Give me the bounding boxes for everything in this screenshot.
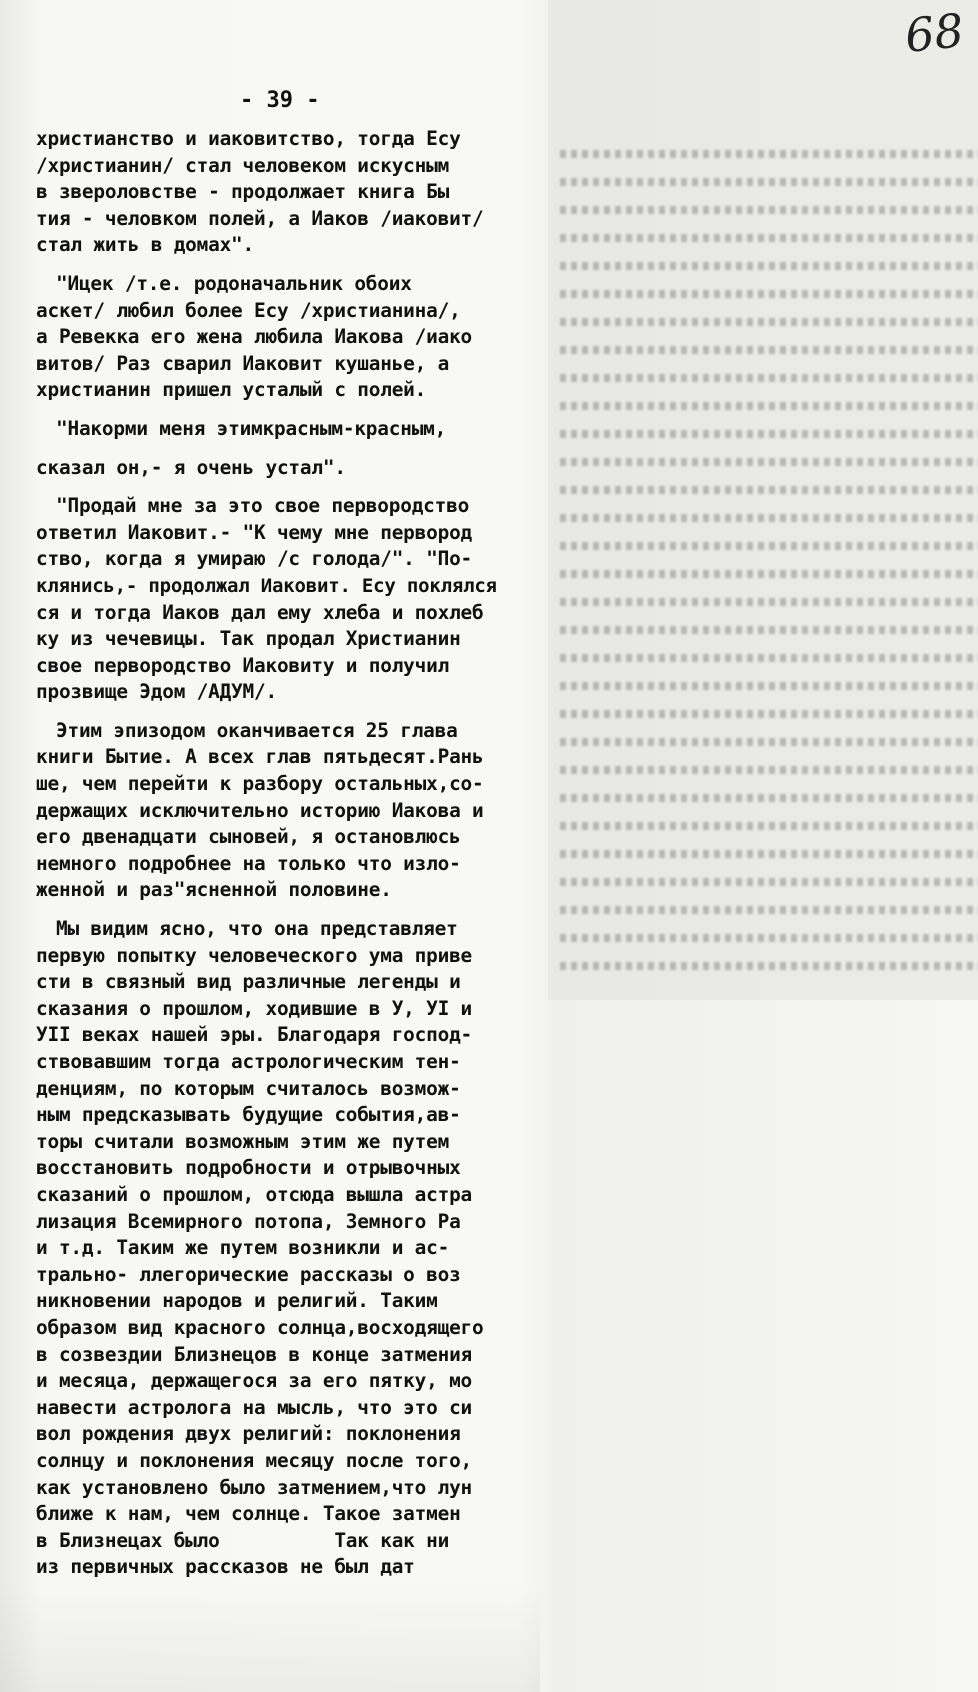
bleed-line xyxy=(560,514,978,522)
bleed-line xyxy=(560,234,978,242)
bleed-line xyxy=(560,318,978,326)
text-line: денциям, по которым считалось возмож- xyxy=(36,1076,461,1100)
text-line: ствовавшим тогда астрологическим тен- xyxy=(36,1050,461,1073)
typed-text-body xyxy=(36,126,548,1581)
text-line: аскет/ любил более Есу /христианина/, xyxy=(36,298,461,322)
bleed-line xyxy=(560,962,978,970)
text-line: немного подробнее на только что изло- xyxy=(36,851,461,875)
text-line: сказал он,- я очень устал". xyxy=(36,455,346,479)
text-line: "Продай мне за это свое первородство xyxy=(56,494,470,518)
text-line: лизация Всемирного потопа, Земного Ра xyxy=(36,1209,461,1233)
text-line: ся и тогда Иаков дал ему хлеба и похлеб xyxy=(36,600,484,624)
page-number: - 39 - xyxy=(240,88,320,113)
bleed-line xyxy=(560,934,978,942)
text-line: ство, когда я умираю /с голода/". "По- xyxy=(36,547,473,571)
text-line: держащих исключительно историю Иакова и xyxy=(36,798,484,822)
text-line: христианство и иаковитство, тогда Есу xyxy=(36,127,461,150)
bleed-line xyxy=(560,430,978,438)
text-line: его двенадцати сыновей, я остановлюсь xyxy=(36,825,461,849)
text-line: сказания о прошлом, ходившие в У, УI и xyxy=(36,996,473,1020)
folio-number: 68 xyxy=(902,3,967,63)
text-line: и месяца, держащегося за его пятку, мо xyxy=(36,1369,473,1393)
text-line: солнцу и поклонения месяцу после того, xyxy=(36,1448,473,1472)
bleed-line xyxy=(560,402,978,410)
text-line: ным предсказывать будущие события,ав- xyxy=(36,1103,461,1127)
text-line: ближе к нам, чем солнце. Такое затмен xyxy=(36,1502,461,1526)
bleed-line xyxy=(560,850,978,858)
bleed-line xyxy=(560,626,978,634)
text-line: свое первородство Иаковиту и получил xyxy=(36,653,450,677)
bleed-line xyxy=(560,346,978,354)
bleed-line xyxy=(560,290,978,298)
text-line: УII веках нашей эры. Благодаря господ- xyxy=(36,1023,473,1047)
bleed-line xyxy=(560,822,978,830)
text-line: "Ицек /т.е. родоначальник обоих xyxy=(56,271,412,295)
text-line: ку из чечевицы. Так продал Христианин xyxy=(36,627,461,651)
text-line: образом вид красного солнца,восходящего xyxy=(36,1315,484,1339)
text-line: навести астролога на мысль, что это си xyxy=(36,1395,473,1419)
text-line: сти в связный вид различные легенды и xyxy=(36,970,461,994)
bleed-line xyxy=(560,374,978,382)
text-line: сказаний о прошлом, отсюда вышла астра xyxy=(36,1182,473,1206)
bleed-line xyxy=(560,178,978,186)
text-line: никновении народов и религий. Таким xyxy=(36,1289,438,1313)
bleed-line xyxy=(560,542,978,550)
text-line: тия - человком полей, а Иаков /иаковит/ xyxy=(36,206,484,230)
text-line: ше, чем перейти к разбору остальных,со- xyxy=(36,772,484,796)
bleed-line xyxy=(560,710,978,718)
text-line: Мы видим ясно, что она представляет xyxy=(56,917,458,941)
text-line: первую попытку человеческого ума приве xyxy=(36,943,473,967)
text-line: из первичных рассказов не был дат xyxy=(36,1555,415,1579)
bleed-line xyxy=(560,906,978,914)
bleed-line xyxy=(560,738,978,746)
text-line: /христианин/ стал человеком искусным xyxy=(36,153,450,177)
bleed-line xyxy=(560,878,978,886)
bleed-line xyxy=(560,570,978,578)
text-line: прозвище Эдом /АДУМ/. xyxy=(36,680,277,704)
bleed-line xyxy=(560,262,978,270)
bleed-line xyxy=(560,486,978,494)
text-line: христианин пришел усталый с полей. xyxy=(36,378,427,402)
bleed-line xyxy=(560,766,978,774)
bleed-line xyxy=(560,794,978,802)
text-line: трально- ллегорические рассказы о воз xyxy=(36,1262,461,1286)
bleed-line xyxy=(560,150,978,158)
text-line: а Ревекка его жена любила Иакова /иако xyxy=(36,325,473,349)
text-line: торы считали возможным этим же путем xyxy=(36,1129,450,1153)
text-line: женной и раз"ясненной половине. xyxy=(36,878,392,902)
text-line: вол рождения двух религий: поклонения xyxy=(36,1422,461,1446)
text-line: "Накорми меня этимкрасным-красным, xyxy=(56,416,447,440)
bleed-line xyxy=(560,206,978,214)
page-shadow xyxy=(0,1580,540,1692)
text-line: в созвездии Близнецов в конце затмения xyxy=(36,1342,473,1366)
text-line: восстановить подробности и отрывочных xyxy=(36,1156,461,1180)
text-line: в Близнецах было Так как ни xyxy=(36,1528,450,1552)
bleed-line xyxy=(560,458,978,466)
text-line: витов/ Раз сварил Иаковит кушанье, а xyxy=(36,351,450,375)
text-line: стал жить в домах". xyxy=(36,233,255,257)
bleed-line xyxy=(560,682,978,690)
bleed-line xyxy=(560,654,978,662)
text-line: в звероловстве - продолжает книга Бы xyxy=(36,180,450,204)
text-line: клянись,- продолжал Иаковит. Есу поклялся xyxy=(36,574,497,597)
text-line: книги Бытие. А всех глав пятьдесят.Рань xyxy=(36,745,484,769)
bleed-line xyxy=(560,598,978,606)
text-line: как установлено было затмением,что лун xyxy=(36,1475,473,1499)
text-line: Этим эпизодом оканчивается 25 глава xyxy=(56,718,458,742)
text-line: ответил Иаковит.- "К чему мне первород xyxy=(36,520,473,544)
text-line: и т.д. Таким же путем возникли и ас- xyxy=(36,1236,450,1260)
